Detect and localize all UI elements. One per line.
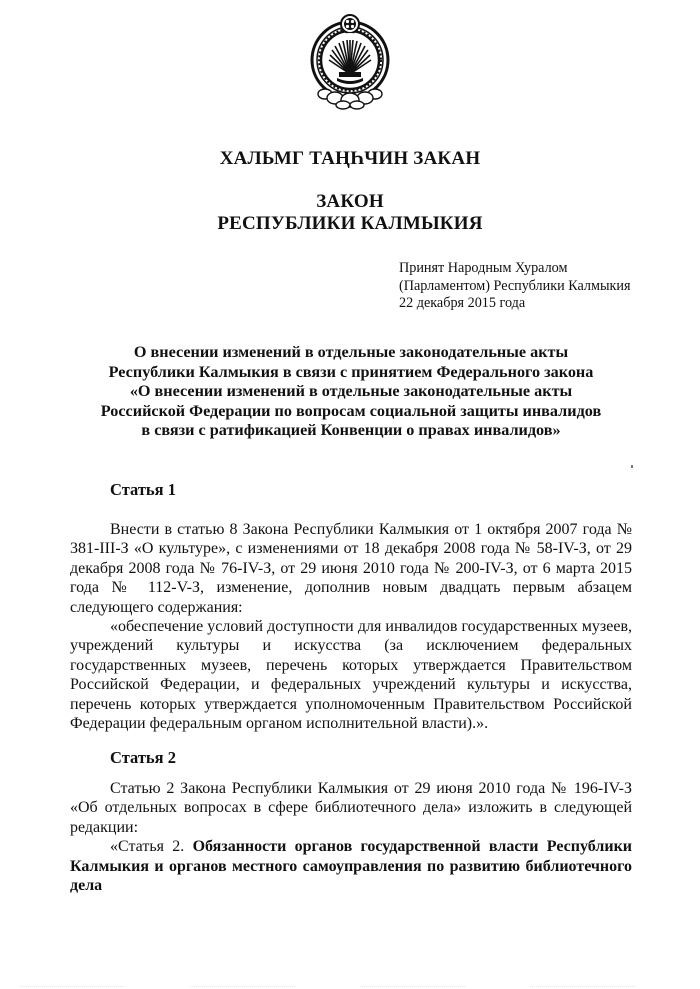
kalmyk-law-title: ХАЛЬМГ ТАҢҺЧИН ЗАКАН	[219, 148, 481, 169]
article-2-body	[70, 779, 632, 895]
adoption-date: 22 декабря 2015 года	[399, 295, 526, 311]
article-1-quoted-paragraph: «обеспечение условий доступности для инвалидов государственных музеев, учреждений культуры и искусства (за исключением федеральных государственных музеев, перечень которых утверждается Правительством Российской Федерации, и федеральных учреждений культуры и искусства, перечень которых утверждается уполномоченным Правительством Российской Федерации федеральным органом исполнительной власти).».	[70, 618, 632, 733]
law-subject-heading	[70, 343, 632, 441]
emblem-of-kalmykia-icon	[305, 12, 395, 110]
law-title	[0, 191, 700, 235]
law-title-line-1: ЗАКОН	[316, 191, 384, 212]
subject-line: О внесении изменений в отдельные законодательные акты	[133, 343, 569, 361]
law-title-line-2: РЕСПУБЛИКИ КАЛМЫКИЯ	[217, 213, 483, 234]
article-1-paragraph-1: Внести в статью 8 Закона Республики Калмыкия от 1 октября 2007 года № 381-III-З «О культуре», с изменениями от 18 декабря 2008 года № 58-IV-З, от 29 декабря 2008 года № 76-IV-З, от 29 июня 2010 года № 200-IV-З, от 6 марта 2015 года № 112-V-З, изменение, дополнив новым двадцать первым абзацем следующего содержания:	[70, 521, 632, 616]
scan-artifact	[360, 986, 465, 988]
subject-line: Республики Калмыкия в связи с принятием Федерального закона	[108, 362, 594, 381]
article-1-body	[70, 520, 632, 733]
quoted-article-prefix: «Статья 2.	[110, 838, 193, 856]
subject-line: в связи с ратификацией Конвенции о правах инвалидов»	[141, 421, 561, 439]
quoted-article-title: Обязанности органов государственной власти Республики Калмыкия и органов местного самоуправления по развитию библиотечного дела	[70, 838, 633, 895]
scan-artifact	[190, 986, 295, 988]
article-2-quoted-article	[70, 837, 632, 895]
subject-line: «О внесении изменений в отдельные законодательные акты	[129, 382, 573, 400]
subject-line: Российской Федерации по вопросам социальной защиты инвалидов	[100, 401, 602, 420]
scan-artifact	[20, 986, 125, 988]
scan-artifact	[530, 986, 635, 988]
article-1-heading: Статья 1	[110, 480, 176, 499]
adoption-note	[399, 260, 631, 313]
scan-artifact	[631, 465, 633, 468]
adoption-line-2: (Парламентом) Республики Калмыкия	[399, 277, 631, 294]
article-2-paragraph-1: Статью 2 Закона Республики Калмыкия от 29 июня 2010 года № 196-IV-З «Об отдельных вопросах в сфере библиотечного дела» изложить в следующей редакции:	[70, 780, 632, 836]
adoption-line-1: Принят Народным Хуралом	[399, 260, 568, 276]
article-2-heading: Статья 2	[110, 748, 176, 767]
